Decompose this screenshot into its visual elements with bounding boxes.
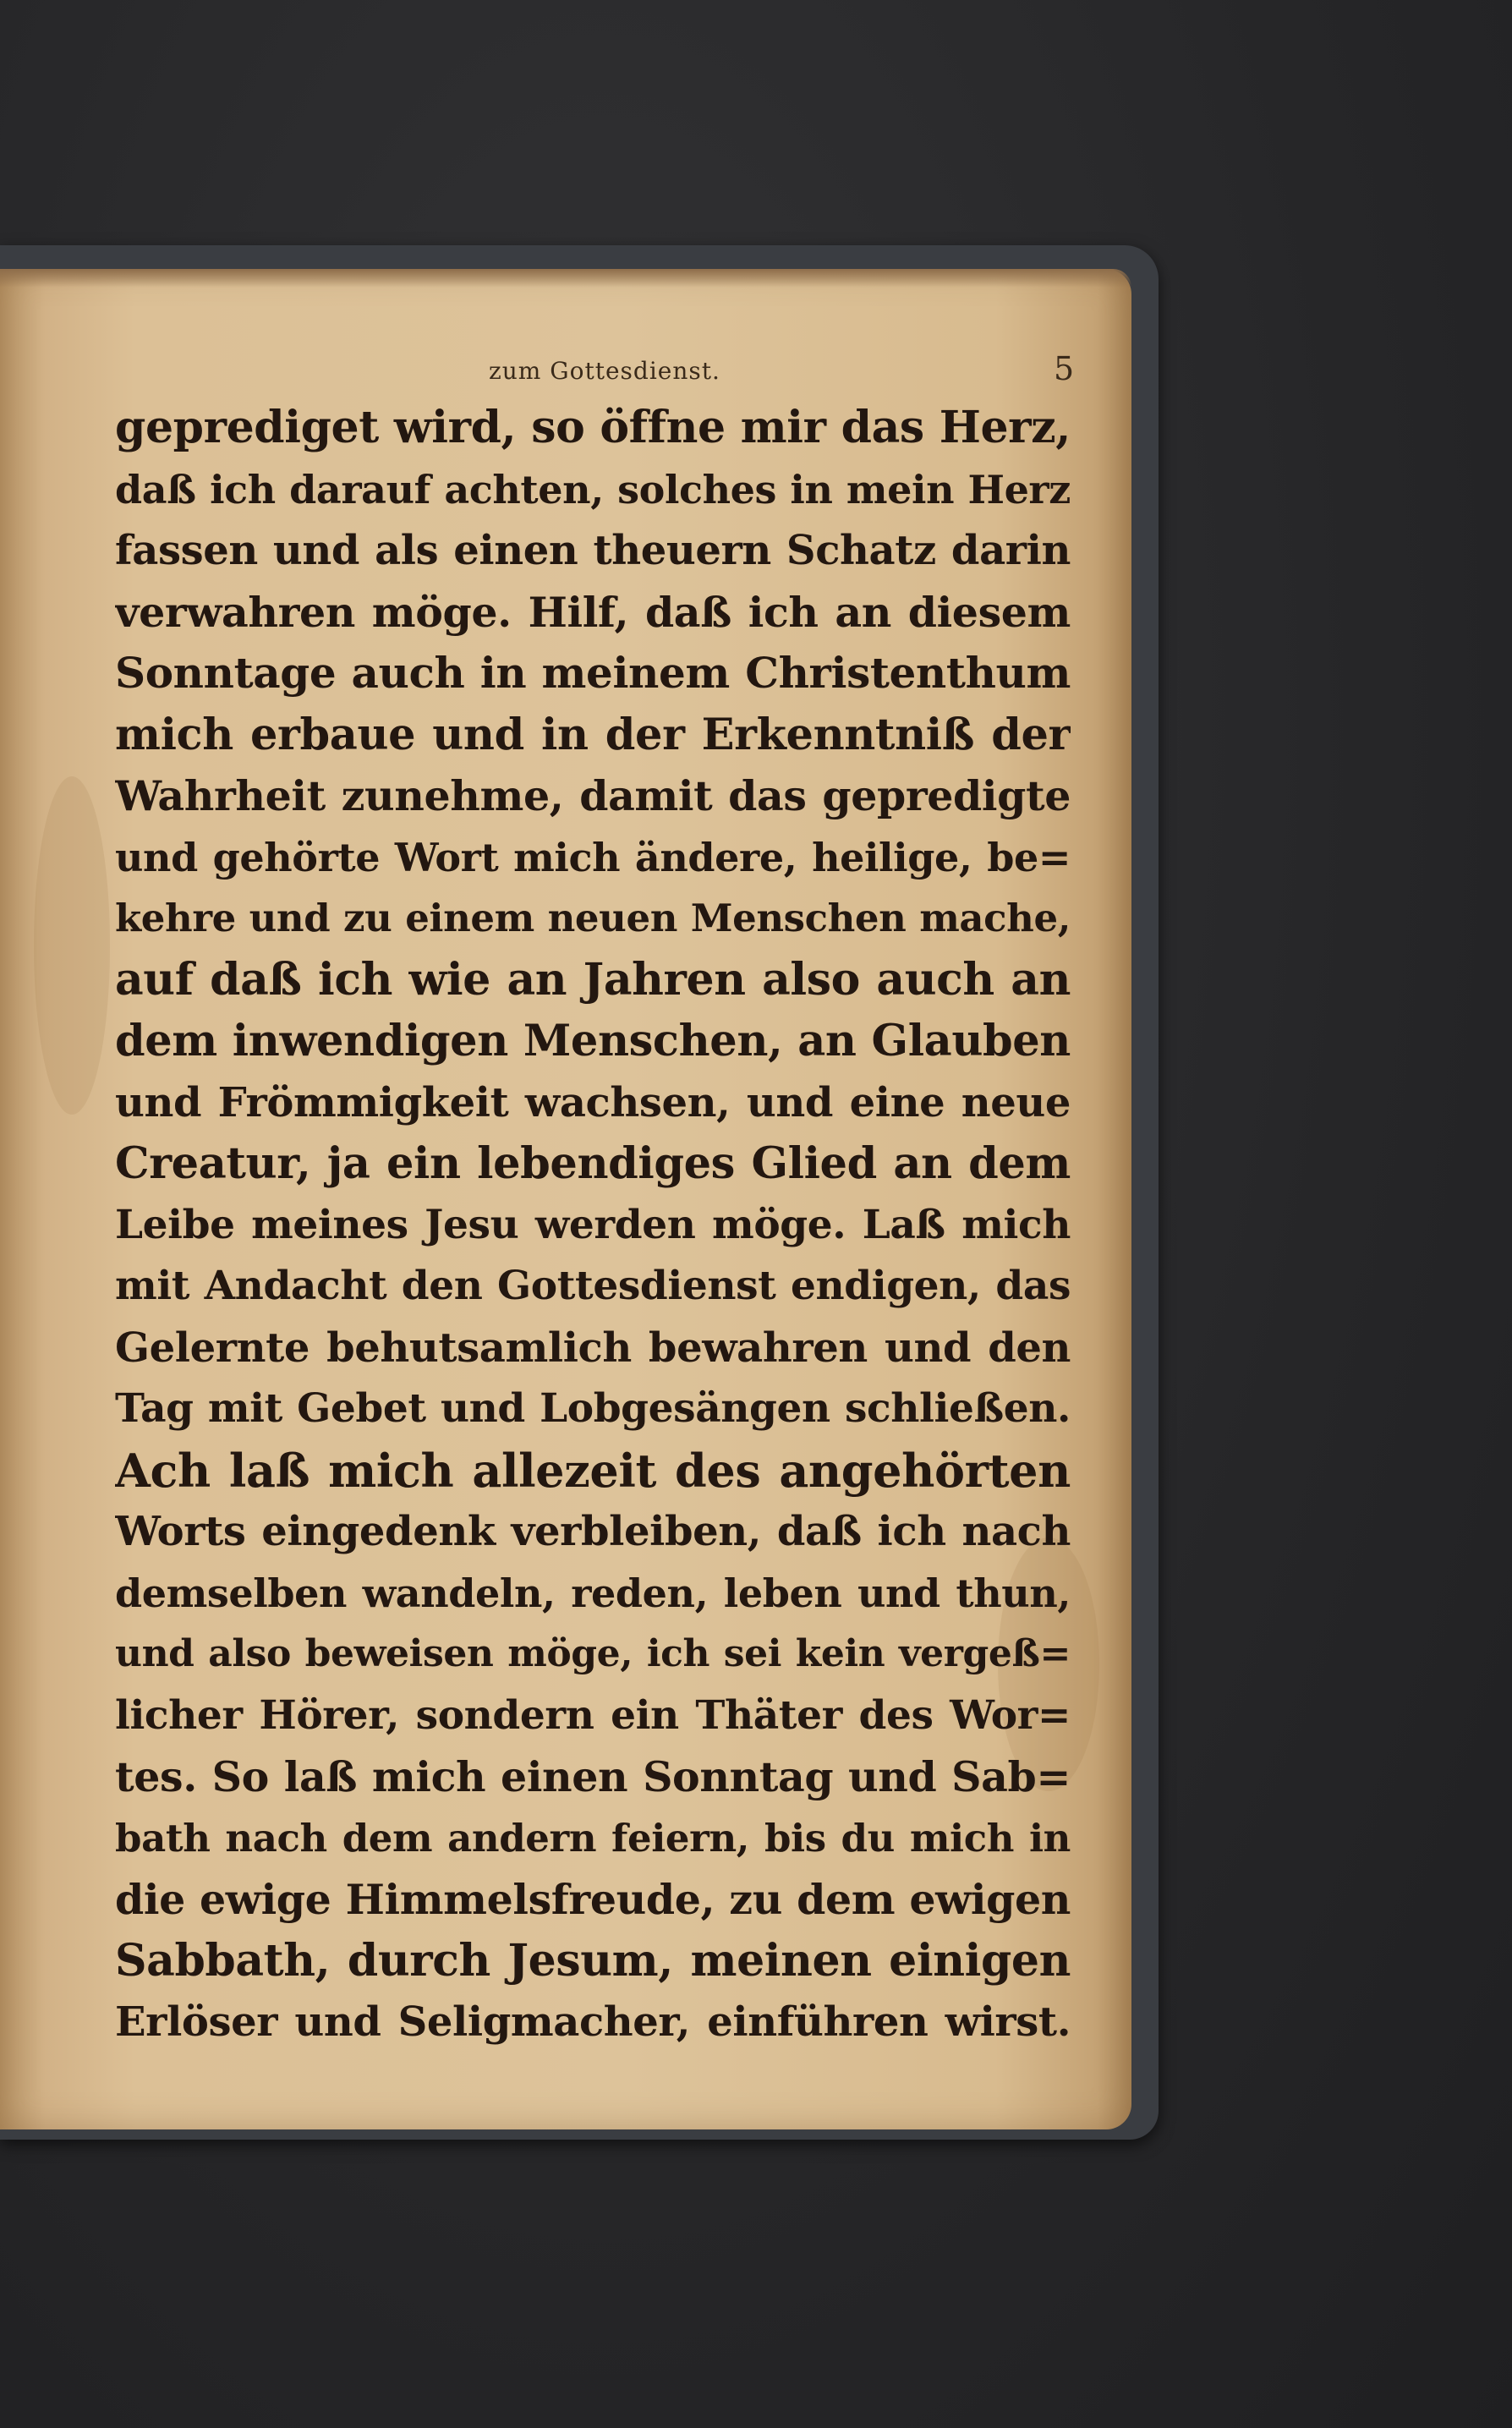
text-line: die ewige Himmelsfreude, zu dem ewigen: [115, 1875, 1071, 1924]
text-line: Ach laß mich allezeit des angehörten: [115, 1443, 1071, 1498]
text-line: daß ich darauf achten, solches in mein Herz: [115, 466, 1071, 512]
text-line: licher Hörer, sondern ein Thäter des Wor=: [115, 1691, 1071, 1739]
text-line: fassen und als einen theuern Schatz darin: [115, 527, 1071, 574]
text-line: verwahren möge. Hilf, daß ich an diesem: [115, 587, 1071, 637]
text-line: und gehörte Wort mich ändere, heilige, be=: [115, 834, 1071, 880]
text-line: auf daß ich wie an Jahren also auch an: [115, 953, 1071, 1006]
prayer-text: [115, 397, 1071, 2053]
text-line: mich erbaue und in der Erkenntniß der: [115, 709, 1071, 760]
text-line: Creatur, ja ein lebendiges Glied an dem: [115, 1138, 1071, 1189]
running-head: [0, 350, 1131, 401]
page-number: 5: [1054, 350, 1075, 387]
text-line: Sabbath, durch Jesum, meinen einigen: [115, 1934, 1071, 1987]
text-line: und Frömmigkeit wachsen, und eine neue: [115, 1078, 1071, 1126]
text-line: geprediget wird, so öffne mir das Herz,: [115, 402, 1071, 453]
text-line: Tag mit Gebet und Lobgesängen schließen.: [115, 1385, 1071, 1432]
text-line: und also beweisen möge, ich sei kein vergeß=: [115, 1632, 1071, 1675]
text-line: kehre und zu einem neuen Menschen mache,: [115, 896, 1071, 940]
text-line: mit Andacht den Gottesdienst endigen, das: [115, 1263, 1071, 1309]
text-line: Worts eingedenk verbleiben, daß ich nach: [115, 1508, 1071, 1555]
text-line: Gelernte behutsamlich bewahren und den: [115, 1324, 1071, 1372]
text-line: dem inwendigen Menschen, an Glauben: [115, 1016, 1071, 1066]
running-title: zum Gottesdienst.: [489, 357, 720, 385]
text-line: demselben wandeln, reden, leben und thun,: [115, 1570, 1071, 1616]
book-page: [0, 269, 1131, 2129]
text-line: tes. So laß mich einen Sonntag und Sab=: [115, 1752, 1071, 1801]
text-line: Wahrheit zunehme, damit das gepredigte: [115, 771, 1071, 820]
text-line: Leibe meines Jesu werden möge. Laß mich: [115, 1201, 1071, 1248]
page-edge: [0, 269, 1131, 288]
paper-stain: [34, 776, 110, 1115]
text-line: bath nach dem andern feiern, bis du mich in: [115, 1815, 1071, 1861]
text-line: Sonntage auch in meinem Christenthum: [115, 648, 1071, 698]
text-line: Erlöser und Seligmacher, einführen wirst.: [115, 1998, 1071, 2046]
